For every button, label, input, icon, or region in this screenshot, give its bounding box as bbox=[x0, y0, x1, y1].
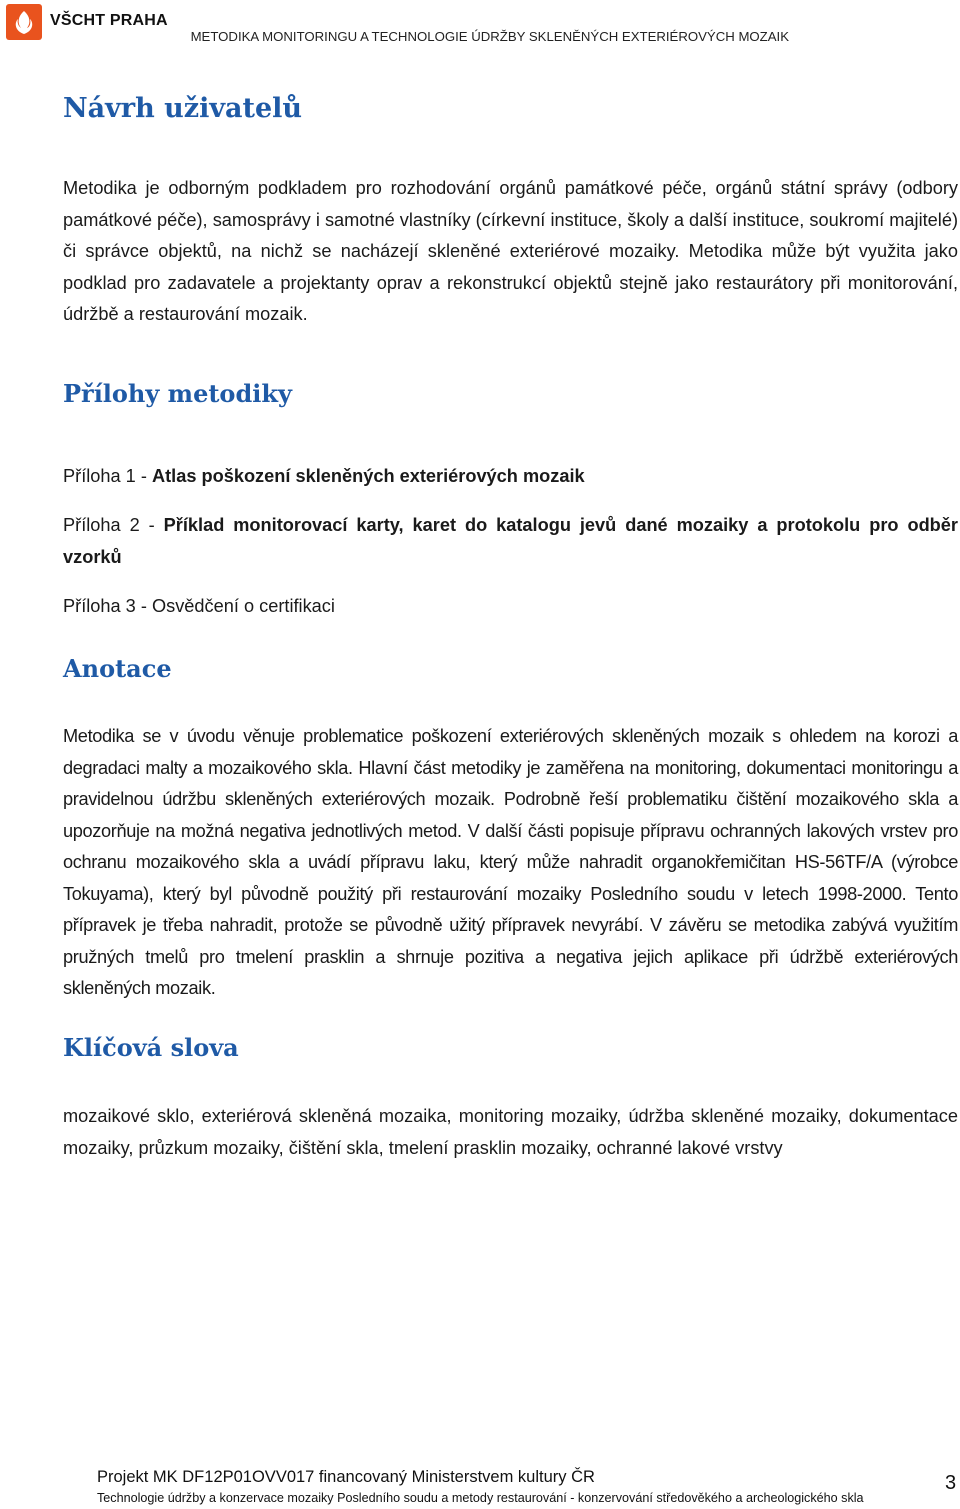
page-number: 3 bbox=[945, 1472, 957, 1494]
annotation-paragraph: Metodika se v úvodu věnuje problematice poškození exteriérových skleněných mozaik s ohledem na korozi a degradaci malty a mozaikového skla. Hlavní část metodiky je zaměřena na monitoring, dokumentaci monitoringu a pravidelnou údržbu skleněných exteriérových mozaik. Podrobně řeší problematiku čištění mozaikového skla a upozorňuje na možná negativa jednotlivých metod. V další části popisuje přípravu ochranných lakových vrstev pro ochranu mozaikového skla a uvádí přípravu laku, který může nahradit organokřemičitan HS-56TF/A (výrobce Tokuyama), který byl původně použitý při restaurování mozaiky Posledního soudu v letech 1998-2000. Tento přípravek je třeba nahradit, protože se původně užitý přípravek nevyrábí. V závěru se metodika zabývá využitím pružných tmelů pro tmelení prasklin a shrnuje pozitiva a negativa jejich aplikace při údržbě exteriérových skleněných mozaik. bbox=[63, 726, 958, 998]
logo-text: VŠCHT PRAHA bbox=[50, 12, 168, 29]
section-annotation bbox=[63, 654, 958, 683]
section-users bbox=[63, 93, 958, 124]
heading-annexes: Přílohy metodiky bbox=[63, 379, 292, 408]
users-paragraph-wrap bbox=[63, 173, 958, 331]
heading-users: Návrh uživatelů bbox=[63, 93, 303, 124]
footer-subtitle: Technologie údržby a konzervace mozaiky Posledního soudu a metody restaurování - konzervování středověkého a archeologického skla bbox=[97, 1491, 864, 1505]
annex-2 bbox=[63, 510, 958, 573]
users-paragraph: Metodika je odborným podkladem pro rozhodování orgánů památkové péče, orgánů státní správy (odbory památkové péče), samosprávy i samotné vlastníky (církevní instituce, školy a další instituce, soukromí majitelé) či správce objektů, na nichž se nacházejí skleněné exteriérové mozaiky. Metodika může být využita jako podklad pro zadavatele a projektanty oprav a rekonstrukcí objektů stejně jako restaurátory při monitorování, údržbě a restaurování mozaik. bbox=[63, 178, 958, 324]
annex-1-title: Atlas poškození skleněných exteriérových mozaik bbox=[151, 466, 585, 486]
annex-2-title: Příklad monitorovací karty, karet do katalogu jevů dané mozaiky a protokolu pro odběr vzorků bbox=[63, 515, 958, 567]
annex-2-prefix: Příloha 2 - bbox=[63, 515, 164, 535]
annex-3-title: Osvědčení o certifikaci bbox=[151, 596, 335, 616]
keywords-paragraph: mozaikové sklo, exteriérová skleněná mozaika, monitoring mozaiky, údržba skleněné mozaiky, dokumentace mozaiky, průzkum mozaiky, čištění skla, tmelení prasklin mozaiky, ochranné lakové vrstvy bbox=[63, 1106, 958, 1158]
annex-1-prefix: Příloha 1 - bbox=[63, 466, 152, 486]
section-keywords bbox=[63, 1033, 958, 1062]
annex-3-prefix: Příloha 3 - bbox=[63, 596, 152, 616]
keywords-paragraph-wrap bbox=[63, 1101, 958, 1164]
page-header bbox=[0, 0, 960, 48]
annex-3 bbox=[63, 591, 958, 623]
annotation-paragraph-wrap bbox=[63, 721, 958, 1005]
running-header-title: METODIKA MONITORINGU A TECHNOLOGIE ÚDRŽBY SKLENĚNÝCH EXTERIÉROVÝCH MOZAIK bbox=[190, 29, 789, 44]
heading-keywords: Klíčová slova bbox=[63, 1033, 239, 1062]
annex-1 bbox=[63, 461, 958, 493]
footer-project: Projekt MK DF12P01OVV017 financovaný Ministerstvem kultury ČR bbox=[97, 1468, 595, 1486]
vscht-logo-icon bbox=[6, 4, 42, 40]
section-annexes bbox=[63, 379, 958, 408]
heading-annotation: Anotace bbox=[63, 654, 172, 683]
